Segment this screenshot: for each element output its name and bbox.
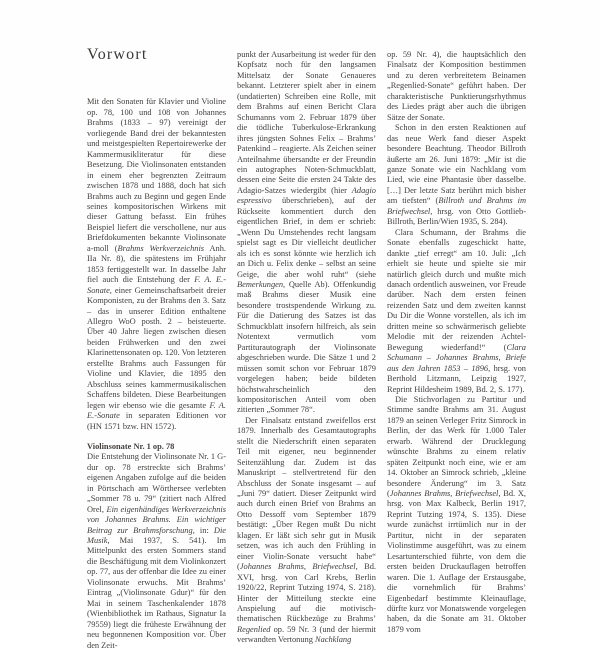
text-column-1	[87, 46, 227, 651]
body-text: op. 59 Nr. 4), die hauptsächlich den Finalsatz der Komposition bestimmen und zu deren verbreitetem Beinamen „Regenlied-Sonate“ geführt haben. Der charakteristische Punktierungsrhythmus des Liedes prägt aber auch die übrigen Sätze der Sonate.	[387, 50, 526, 122]
paragraph	[387, 50, 526, 123]
body-text: Schon in den ersten Reaktionen auf das neue Werk fand dieser Aspekt besondere Beachtung. Theodor Billroth äußerte am 26. Juni 1879: „Mir ist die ganze Sonate wie ein Nachklang vom Lied, wie eine Phantasie über dasselbe. […] Der letzte Satz berührt mich bisher am tiefsten“ (	[387, 123, 526, 206]
body-text: , hrsg. von Berthold Litzmann, Leipzig 1927, Reprint Hildesheim 1989, Bd. 2, S. 177).	[387, 363, 526, 394]
body-text: überschrieben), auf der Rückseite kommentiert durch den eigentlichen Brief, in dem er schrieb: „Wenn Du Umstehendes recht langsam spielst sagt es Dir vielleicht deutlicher als ich es sonst könnte wie herzlich ich an Dich u. Felix denke – selbst an seine Geige, die aber wohl ruht“ (siehe	[237, 196, 376, 279]
text-column-2	[237, 50, 376, 651]
italic-title-text: Bemerkungen	[237, 279, 284, 289]
italic-title-text: Clara Schumann – Johannes Brahms, Briefe aus den Jahren 1853 – 1896	[387, 342, 526, 373]
italic-title-text: Adagio espressivo	[237, 185, 376, 206]
paragraph	[387, 123, 526, 228]
paragraph	[237, 416, 376, 646]
text-column-3	[387, 50, 526, 651]
body-text: Die Stichvorlagen zu Partitur und Stimme sandte Brahms am 31. August 1879 an seinen Verleger Fritz Simrock in Berlin, der das Werk für 1.000 Taler erwarb. Während der Drucklegung wünschte Brahms zu einem relativ späten Zeitpunkt noch eine, wie er am 14. Oktober an Simrock schrieb, „kleine besondere Änderung“ im 3. Satz (	[387, 394, 526, 499]
italic-title-text: Regenlied	[237, 624, 271, 634]
italic-title-text: Johannes Brahms, Briefwechsel	[389, 489, 499, 499]
body-text: , einer Gemeinschaftsarbeit dreier Komponisten, zu der Brahms den 3. Satz – das in unserer Edition enthaltene Allegro WoO posth. 2 – beisteuerte. Über 40 Jahre liegen zwischen diesen beiden Frühwerken und den zwei Klarinettensonaten op. 120. Von letzteren erstellte Brahms auch Fassungen für Violine und Klavier, die 1895 den Abschluss seines kammermusikalischen Schaffens bildeten. Diese Bearbeitungen legen wir ebenso wie die gesamte	[87, 285, 226, 410]
body-text: punkt der Ausarbeitung ist weder für den Kopfsatz noch für den langsamen Mittelsatz der Sonate Genaueres bekannt. Letzterer spielt aber in einem (undatierten) Schreiben eine Rolle, mit dem Brahms auf einen Bericht Clara Schumanns vom 2. Februar 1879 über die tödliche Tuberkulose-Erkrankung ihres jüngsten Sohnes Felix – Brahms’ Patenkind – reagierte. Als Zeichen seiner Anteilnahme übersandte er der Freundin ein autographes Noten-Schmuckblatt, dessen eine Seite die ersten 24 Takte des Adagio-Satzes wiedergibt (hier	[237, 50, 376, 195]
body-text: Mit den Sonaten für Klavier und Violine op. 78, 100 und 108 von Johannes Brahms (1833 – 97) vereinigt der vorliegende Band drei der bekanntesten und meistgespielten Repertoirewerke der Kammermusikliteratur für diese Besetzung. Die Violinsonaten entstanden in einem eher begrenzten Zeitraum zwischen 1878 und 1888, doch hat sich Brahms auch zu Beginn und gegen Ende seines kompositorischen Wirkens mit dieser Gattung befasst. Ein frühes Beispiel liefert die verschollene, nur aus Briefdokumenten bekannte Violinsonate a-moll (	[87, 97, 226, 253]
body-text: , Mai 1937, S. 541). Im Mittelpunkt des ersten Sommers stand die Beschäftigung mit dem Violinkonzert op. 77, aus der offenbar die Idee zu einer Violinsonate erwuchs. Mit Brahms’ Eintrag „(Violinsonate Gdur)“ für den Mai in seinem Taschenkalender 1878 (Wienbibliothek im Rathaus, Signatur Ia 79559) liegt die früheste Erwähnung der neu begonnenen Komposition vor. Über den Zeit-	[87, 536, 226, 650]
paragraph	[87, 97, 226, 432]
section-heading: Violinsonate Nr. 1 op. 78	[87, 441, 175, 451]
paragraph	[387, 228, 526, 395]
text-columns	[87, 46, 527, 651]
body-text: in separaten Editionen vor (HN 1571 bzw. HN 1572).	[87, 411, 226, 431]
italic-title-text: F. A. E.-Sonate	[87, 275, 227, 295]
italic-title-text: F. A. E.-Sonate	[87, 400, 226, 421]
body-text: Anh. IIa Nr. 8), die spätestens im Frühjahr 1853 fertiggestellt war. In dasselbe Jahr fiel auch die Entstehung der	[87, 243, 226, 285]
body-text: , Bd. XVI, hrsg. von Carl Krebs, Berlin 1920/22, Reprint Tutzing 1974, S. 218). Hinter der Mitteilung steckte eine Anspielung auf die motivisch-thematischen Rückbezüge zu Brahms’	[237, 562, 376, 624]
body-text: , Bd. X, hrsg. von Max Kalbeck, Berlin 1917, Reprint Tutzing 1974, S. 135). Diese wurde zunächst irrtümlich nur in der Partitur, nicht in der separaten Violinstimme ausgeführt, was zu einem Lesartunterschied führte, von dem die ersten beiden Druckauflagen betroffen waren. Die 1. Auflage der Erstausgabe, die vornehmlich für Brahms’ Eigenbedarf bestimmte Kleinauflage, dürfte kurz vor Monatswende vorgelegen haben, da die Sonate am 31. Oktober 1879 vom	[387, 489, 527, 634]
body-text: op. 59 Nr. 3 (und der hiermit verwandten Vertonung	[237, 624, 376, 645]
paragraph	[87, 452, 226, 651]
body-text: Clara Schumann, der Brahms die Sonate ebenfalls zugeschickt hatte, dankte „tief erregt“ am 10. Juli: „Ich erhielt sie heute und spielte sie mir natürlich gleich durch und mußte mich danach ordentlich ausweinen, vor Freude darüber. Nach dem ersten feinen reizenden Satz und dem zweiten kannst Du Dir die Wonne vorstellen, als ich im dritten meine so schwärmerisch geliebte Melodie mit der reizenden Achtel-Bewegung wiederfand!“ (	[387, 227, 526, 352]
body-text: , hrsg. von Otto Gottlieb-Billroth, Berlin/Wien 1935, S. 284).	[387, 206, 526, 227]
italic-title-text: Johannes Brahms, Briefwechsel	[239, 562, 356, 572]
body-text: Die Entstehung der Violinsonate Nr. 1 G-dur op. 78 erstreckte sich Brahms’ eigenen Angaben zufolge auf die beiden in Pörtschach am Wörthersee verlebten „Sommer 78 u. 79“ (zitiert nach Alfred Orel,	[87, 452, 226, 514]
italic-title-text: Die Musik	[87, 525, 227, 546]
italic-title-text: Brahms Werkverzeichnis	[117, 243, 205, 253]
body-text: , Quelle Ab). Offenkundig maß Brahms dieser Musik eine besondere trostspendende Wirkung zu. Für die Datierung des Satzes ist das Schmuckblatt insofern hilfreich, als sein Notentext vermutlich vom Partiturautograph der Violinsonate abgeschrieben wurde. Die Sätze 1 und 2 müssen somit schon vor Februar 1879 vorgelegen haben; beide bildeten höchstwahrscheinlich den kompositorischen Anteil vom oben zitierten „Sommer 78“.	[237, 279, 376, 415]
page-title: Vorwort	[87, 46, 148, 63]
body-text: , in:	[192, 525, 214, 535]
italic-title-text: Ein eigenhändiges Werkverzeichnis von Johannes Brahms. Ein wichtiger Beitrag zur Brahmsforschung	[87, 504, 226, 535]
paragraph	[237, 50, 376, 416]
paragraph	[387, 395, 526, 635]
italic-title-text: Nachklang	[315, 635, 352, 645]
body-text: Der Finalsatz entstand zweifellos erst 1879. Innerhalb des Gesamtautographs stellt die Niederschrift einen separaten Teil mit eigener, neu beginnender Seitenzählung dar. Zudem ist das Manuskript – stellvertretend für den Abschluss der Sonate insgesamt – auf „Juni 79“ datiert. Dieser Zeitpunkt wird auch durch einen Brief von Brahms an Otto Dessoff vom September 1879 bestätigt: „Über Regen mußt Du nicht klagen. Er läßt sich sehr gut in Musik setzen, was ich auch den Frühling in einer Violin-Sonate versucht habe“ (	[237, 415, 376, 572]
italic-title-text: Billroth und Brahms im Briefwechsel	[387, 196, 527, 216]
